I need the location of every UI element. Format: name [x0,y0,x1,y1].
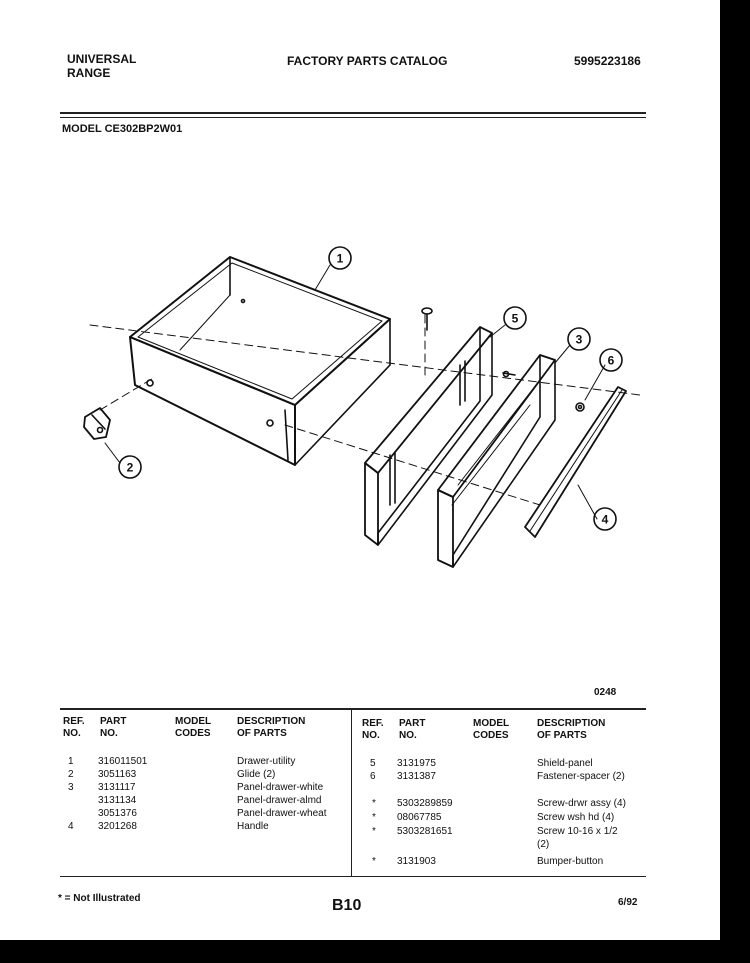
callout-3-label: 3 [575,332,583,347]
callout-5-label: 5 [511,311,519,326]
table-row-desc: Glide (2) [237,769,276,780]
header-rule [60,112,646,114]
callout-5 [504,307,526,329]
brand-line-1: UNIVERSAL [67,52,137,66]
drawer-panel-part [438,355,555,567]
figure-code: 0248 [594,687,617,698]
table-top-rule [60,708,646,710]
right-header-desc: DESCRIPTION OF PARTS [537,718,606,741]
left-header-desc: DESCRIPTION OF PARTS [237,716,306,739]
page-number: B10 [332,897,362,914]
left-header-model: MODEL CODES [175,716,212,739]
callout-1 [329,247,351,269]
left-header-part: PART NO. [100,716,127,739]
drawer-utility-part [130,257,390,465]
table-row-part: 3051376 [98,808,137,819]
scan-edge-bottom [0,940,750,963]
table-row-part: 5303289859 [397,798,453,809]
header-rule-thin [60,117,646,118]
table-row-part: 3051163 [98,769,137,780]
revision-date: 6/92 [618,897,638,908]
callout-6-label: 6 [607,353,615,368]
table-row-ref: 1 [68,756,74,767]
table-row-ref: * [372,826,376,837]
table-row-desc: Screw-drwr assy (4) [537,798,626,809]
table-row-ref: * [372,798,376,809]
callout-6 [600,349,622,371]
right-header-part: PART NO. [399,718,426,741]
callout-2 [119,456,141,478]
screw-part [422,308,432,330]
table-row-part: 316011501 [98,756,148,767]
table-row-part: 3131117 [98,782,136,793]
exploded-parts-diagram [60,215,660,575]
table-row-ref: 3 [68,782,74,793]
shield-panel-part [365,327,492,545]
table-divider [351,708,352,876]
callout-1-label: 1 [336,251,344,266]
brand-line-2: RANGE [67,66,111,80]
brand-block [67,52,136,80]
table-row-desc: Screw wsh hd (4) [537,812,615,823]
table-row-part: 08067785 [397,812,442,823]
fastener-spacer-part [576,403,584,411]
table-row-ref: 6 [370,771,376,782]
table-row-desc: Screw 10-16 x 1/2 (2) [537,826,618,850]
not-illustrated-note: * = Not Illustrated [58,893,141,904]
right-header-ref: REF. NO. [362,718,384,741]
table-row-desc: Panel-drawer-almd [237,795,322,806]
right-header-model: MODEL CODES [473,718,510,741]
table-row-desc: Panel-drawer-white [237,782,324,793]
table-row-part: 5303281651 [397,826,453,837]
table-row-ref: 5 [370,758,376,769]
table-row-part: 3131975 [397,758,436,769]
table-bottom-rule [60,876,646,877]
table-row-desc: Bumper-button [537,856,604,867]
callout-2-label: 2 [126,460,134,475]
scan-edge-right [720,0,750,963]
table-row-part: 3131387 [397,771,436,782]
table-row-desc: Handle [237,821,269,832]
table-row-ref: 4 [68,821,74,832]
left-header-ref: REF. NO. [63,716,85,739]
table-row-ref: 2 [68,769,74,780]
table-row-desc: Panel-drawer-wheat [237,808,327,819]
catalog-title: FACTORY PARTS CATALOG [287,54,448,68]
glide-part [84,408,110,439]
model-label: MODEL CE302BP2W01 [62,123,183,135]
table-row-ref: * [372,856,376,867]
table-row-desc: Fastener-spacer (2) [537,771,625,782]
callout-3 [568,328,590,350]
table-row-desc: Shield-panel [537,758,593,769]
catalog-number: 5995223186 [574,54,641,68]
screw-drwr-part [503,372,515,377]
table-row-part: 3201268 [98,821,137,832]
table-row-part: 3131134 [98,795,137,806]
table-row-part: 3131903 [397,856,436,867]
table-row-desc: Drawer-utility [237,756,296,767]
table-row-ref: * [372,812,376,823]
callout-4-label: 4 [601,512,609,527]
